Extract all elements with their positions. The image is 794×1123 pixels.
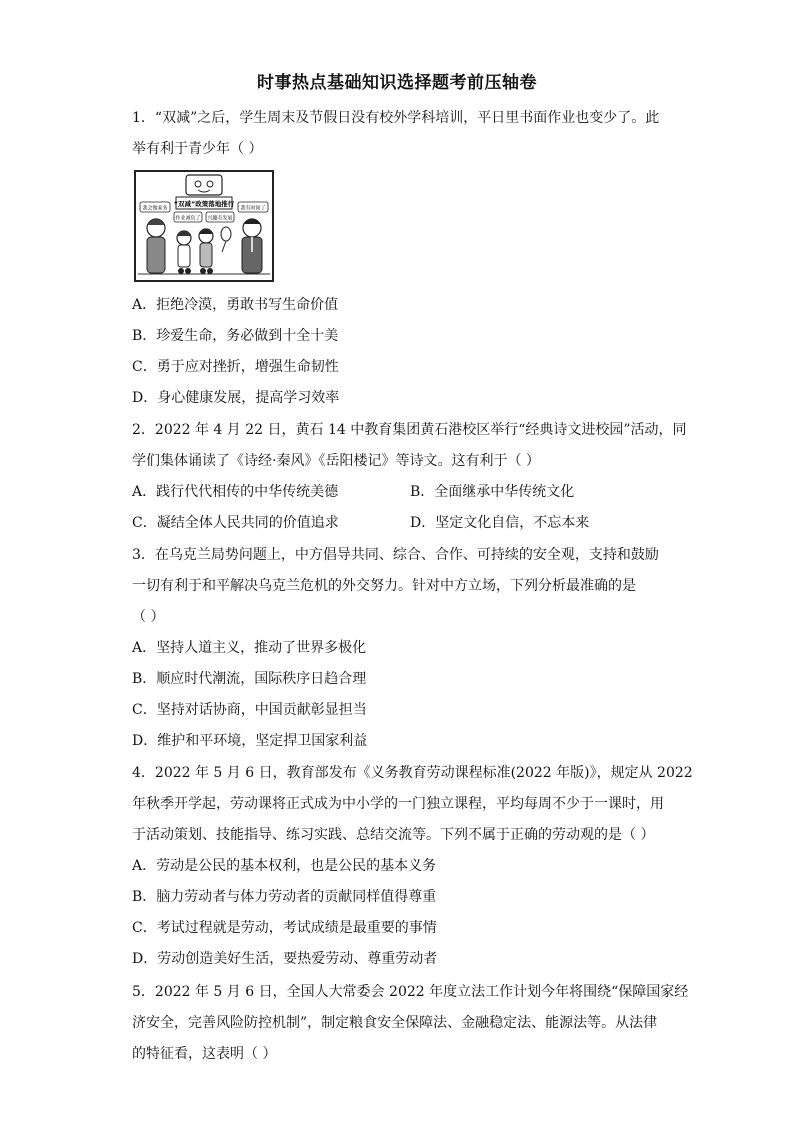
q5-stem-line-3: 的特征看，这表明（ ） [132, 1046, 277, 1062]
q1-option-b: B．珍爱生命，务必做到十全十美 [132, 328, 339, 344]
q4-option-b: B．脑力劳动者与体力劳动者的贡献同样值得尊重 [132, 889, 437, 905]
q2-option-c: C．凝结全体人民共同的价值追求 [132, 515, 339, 531]
q1-stem-line-1: 1．“双减”之后，学生周末及节假日没有校外学科培训，平日里书面作业也变少了。此 [132, 110, 660, 126]
q2-stem-line-1: 2．2022 年 4 月 22 日，黄石 14 中教育集团黄石港校区举行“经典诗文进校园”活动，同 [132, 422, 687, 438]
q3-option-d: D．维护和平环境，坚定捍卫国家利益 [132, 733, 368, 749]
q5-stem-line-1: 5．2022 年 5 月 6 日，全国人大常委会 2022 年度立法工作计划今年将围绕“保障国家经 [132, 984, 689, 1000]
q4-stem-line-1: 4．2022 年 5 月 6 日，教育部发布《义务教育劳动课程标准(2022 年版)》，规定从 2022 [132, 765, 693, 781]
page-title: 时事热点基础知识选择题考前压轴卷 [257, 73, 537, 93]
cartoon-sign-right: 我有时间了 [240, 205, 266, 212]
q1-option-c: C．勇于应对挫折，增强生命韧性 [132, 359, 339, 375]
q4-stem-line-2: 年秋季开学起，劳动课将正式成为中小学的一门独立课程，平均每周不少于一课时，用 [132, 796, 664, 812]
q2-options-row-1 [132, 482, 672, 502]
q2-options-row-2 [132, 513, 672, 533]
q4-stem-line-3: 于活动策划、技能指导、练习实践、总结交流等。下列不属于正确的劳动观的是（ ） [132, 827, 655, 843]
q4-option-a: A．劳动是公民的基本权利，也是公民的基本义务 [132, 858, 437, 874]
q2-stem-line-2: 学们集体诵读了《诗经·秦风》《岳阳楼记》等诗文。这有利于（ ） [132, 453, 540, 469]
q1-stem-line-2: 举有利于青少年（ ） [132, 141, 263, 157]
q1-cartoon-image [134, 170, 274, 282]
q1-option-d: D．身心健康发展，提高学习效率 [132, 390, 340, 406]
q3-stem-line-1: 3．在乌克兰局势问题上，中方倡导共同、综合、合作、可持续的安全观，支持和鼓励 [132, 547, 659, 563]
q4-option-d: D．劳动创造美好生活，要热爱劳动、尊重劳动者 [132, 951, 438, 967]
q2-option-d: D．坚定文化自信，不忘本来 [410, 515, 590, 531]
q3-stem-line-2: 一切有利于和平解决乌克兰危机的外交努力。针对中方立场，下列分析最准确的是 [132, 578, 636, 594]
q5-stem-line-2: 济安全，完善风险防控机制”，制定粮食安全保障法、金融稳定法、能源法等。从法律 [132, 1015, 658, 1031]
q3-option-a: A．坚持人道主义，推动了世界多极化 [132, 640, 367, 656]
q3-option-c: C．坚持对话协商，中国贡献彰显担当 [132, 702, 367, 718]
q2-option-a: A．践行代代相传的中华传统美德 [132, 484, 339, 500]
q1-option-a: A．拒绝冷漠，勇敢书写生命价值 [132, 297, 339, 313]
q2-option-b: B．全面继承中华传统文化 [410, 484, 575, 500]
cartoon-sign-mid-right: 兴趣有发展 [207, 215, 233, 222]
q3-option-b: B．顺应时代潮流，国际秩序日趋合理 [132, 671, 367, 687]
q4-option-c: C．考试过程就是劳动，考试成绩是最重要的事情 [132, 920, 437, 936]
cartoon-banner-text: “双减”政策落地推行 [173, 200, 235, 208]
cartoon-sign-left: 我会做家务 [142, 205, 168, 212]
q3-stem-line-3: （ ） [132, 609, 165, 625]
cartoon-sign-mid-left: 作业减负了 [175, 215, 201, 222]
cartoon-illustration [136, 172, 272, 280]
